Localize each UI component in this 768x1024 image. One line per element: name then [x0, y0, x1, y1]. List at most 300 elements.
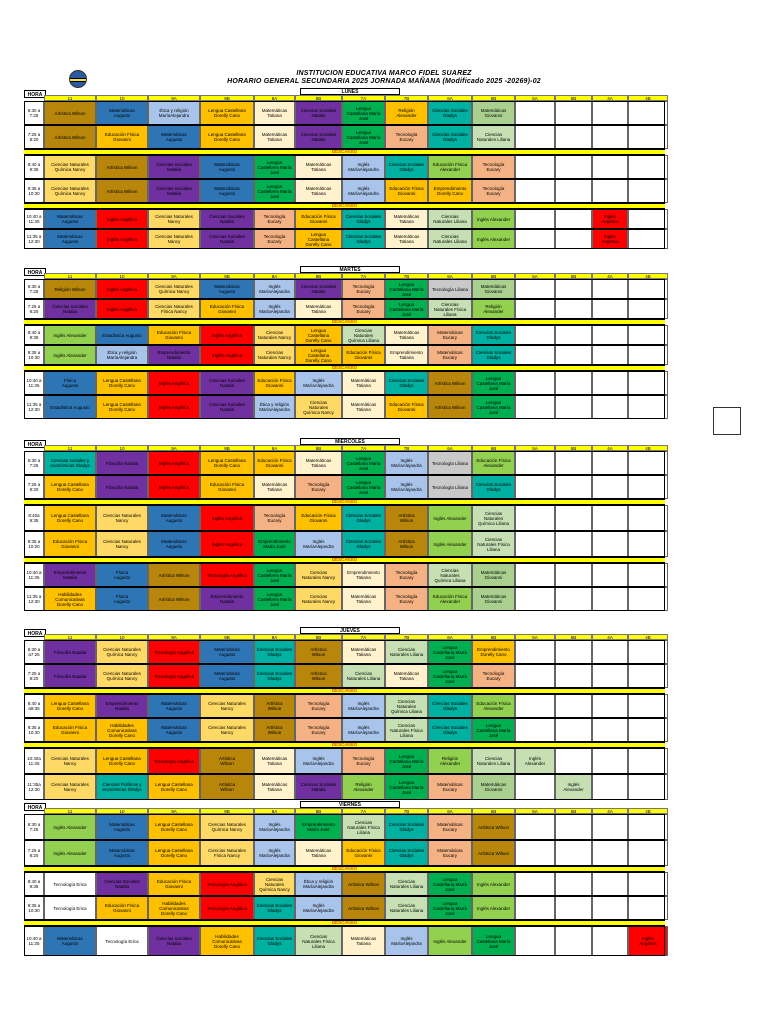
group-header: 7A [342, 273, 385, 279]
class-cell: Matemáticas Giovanni [472, 774, 515, 800]
class-cell: Tecnología Liliana [428, 451, 472, 475]
class-cell [592, 179, 628, 203]
class-cell [628, 209, 668, 229]
group-header: 7B [385, 95, 428, 101]
class-cell [515, 229, 555, 249]
class-cell: Matemáticas Eucary [428, 840, 472, 866]
break-band: DESCANSO [24, 866, 665, 872]
class-cell [555, 475, 592, 499]
group-header: 7A [342, 634, 385, 640]
class-cell: Matemáticas Giovanni [472, 587, 515, 611]
group-header: 5B [555, 808, 592, 814]
class-cell [515, 451, 555, 475]
class-cell [515, 505, 555, 531]
class-cell [555, 814, 592, 840]
group-header: 4A [592, 445, 628, 451]
class-cell: Ciencias Sociales Natalia [148, 179, 200, 203]
class-cell [555, 125, 592, 149]
class-cell: Lengua Castellana María José [385, 279, 428, 299]
day-label: MARTES [300, 266, 400, 273]
class-cell [592, 640, 628, 664]
class-cell: Ética y religión MaríaAlejandra [254, 395, 295, 419]
class-cell: Lengua Castellana María José [428, 640, 472, 664]
class-cell: Ciencias Naturales Liliana [342, 664, 385, 688]
class-cell: Artística Wilson [472, 814, 515, 840]
class-cell: Matemáticas Tatiana [385, 209, 428, 229]
class-cell: Lengua Castellana Dorelly Cano [96, 371, 148, 395]
class-cell: Emprendimiento Dorelly Cano [428, 179, 472, 203]
day-label: VIERNES [300, 801, 400, 808]
class-cell: Inglés MaríaAlejandra [342, 694, 385, 718]
class-cell: Ciencias Sociales Gladys [472, 345, 515, 365]
group-header: 6B [472, 445, 515, 451]
class-cell [628, 694, 668, 718]
class-cell: Educación Física Giovanni [148, 325, 200, 345]
class-cell: Inglés Angélica [96, 279, 148, 299]
class-cell: Religión Alexander [342, 774, 385, 800]
class-cell: Lengua Castellana María José [428, 664, 472, 688]
class-cell: Tecnología Liliana [428, 475, 472, 499]
class-cell [628, 531, 668, 557]
group-header: 10 [96, 95, 148, 101]
class-cell [628, 345, 668, 365]
class-cell: Inglés MaríaAlejandra [295, 371, 342, 395]
group-header: 4B [628, 273, 668, 279]
class-cell: Tecnología Eucary [254, 505, 295, 531]
class-cell: Inglés Alexander [472, 896, 515, 920]
class-cell: Ciencias Naturales Física Liliana [428, 299, 472, 319]
class-cell: Inglés Angélica [96, 209, 148, 229]
class-cell: Matemáticas Tatiana [385, 229, 428, 249]
class-cell: Inglés Alexander [472, 872, 515, 896]
class-cell: Inglés Angélica [148, 475, 200, 499]
class-cell: Matemáticas Giovanni [472, 101, 515, 125]
group-header: 9B [200, 634, 254, 640]
group-header: 9B [200, 445, 254, 451]
class-cell: Inglés Angélica [148, 395, 200, 419]
time-slot: 6:30 a 7:25 [24, 814, 44, 840]
class-cell: Tecnología Eucary [472, 155, 515, 179]
class-cell [628, 179, 668, 203]
class-cell: Habilidades Comunicativas Dorelly Cano [44, 587, 96, 611]
class-cell: Lengua Castellana María José [254, 563, 295, 587]
class-cell: Estadística Augusto [96, 325, 148, 345]
class-cell: Inglés Alexander [44, 325, 96, 345]
break-band: DESCANSO [24, 557, 665, 563]
class-cell: Educación Física Giovanni [342, 840, 385, 866]
class-cell: Habilidades Comunicativas Dorelly Cano [96, 718, 148, 742]
class-cell [555, 395, 592, 419]
group-header: 10 [96, 273, 148, 279]
class-cell [515, 896, 555, 920]
group-header: 9A [148, 445, 200, 451]
class-cell: Ciencias Naturales Química Nancy [44, 155, 96, 179]
class-cell: Ciencias Sociales Gladys [472, 475, 515, 499]
group-header: 8B [295, 95, 342, 101]
class-cell [628, 587, 668, 611]
class-cell: Lengua Castellana Dorelly Cano [200, 451, 254, 475]
class-cell [555, 718, 592, 742]
class-cell: Inglés Alexander [428, 505, 472, 531]
class-cell: Lengua Castellana Dorelly Cano [295, 325, 342, 345]
time-slot: 8:40 a a9:35 [24, 694, 44, 718]
class-cell: Ciencias Naturales Nancy [200, 694, 254, 718]
time-slot: 6:30 a 7:25 [24, 279, 44, 299]
class-cell: Emprendimiento Tatiana [385, 345, 428, 365]
class-cell: Inglés MaríaAlejandra [254, 279, 295, 299]
class-cell: Ciencias Sociales Gladys [342, 229, 385, 249]
class-cell [592, 563, 628, 587]
class-cell: Educación Física Giovanni [254, 451, 295, 475]
class-cell [515, 395, 555, 419]
class-cell [592, 505, 628, 531]
class-cell: Inglés MaríaAlejandra [254, 814, 295, 840]
class-cell: Lengua Castellana Dorelly Cano [148, 814, 200, 840]
class-cell: Tecnología Eucary [342, 748, 385, 774]
group-header: 7A [342, 95, 385, 101]
class-cell: Habilidades Comunicativas Dorelly Cano [200, 926, 254, 956]
class-cell: Matemáticas Tatiana [342, 395, 385, 419]
class-cell [628, 872, 668, 896]
class-cell: Lengua Castellana María José [472, 371, 515, 395]
group-header: 6A [428, 445, 472, 451]
group-header: 6B [472, 273, 515, 279]
class-cell: Educación Física Giovanni [295, 209, 342, 229]
group-header: 10 [96, 445, 148, 451]
class-cell: Tecnología Eucary [342, 299, 385, 319]
class-cell: Artística Wilson [428, 395, 472, 419]
class-cell [628, 640, 668, 664]
class-cell: Física Augusto [44, 371, 96, 395]
class-cell: Ciencias Sociales Natalia [148, 926, 200, 956]
class-cell [592, 814, 628, 840]
class-cell: Matemáticas Giovanni [472, 279, 515, 299]
break-band: DESCANSO [24, 920, 665, 926]
class-cell: Matemáticas Augusto [148, 694, 200, 718]
class-cell [515, 814, 555, 840]
class-cell [555, 299, 592, 319]
time-slot: 6:30 a 7:25 [24, 101, 44, 125]
class-cell: Matemáticas Augusto [148, 125, 200, 149]
class-cell: Ciencias Políticas y económicas Gladys [96, 774, 148, 800]
group-header: 8A [254, 634, 295, 640]
time-slot: 11:35 a 12:30 [24, 587, 44, 611]
group-header: 5A [515, 95, 555, 101]
class-cell [555, 101, 592, 125]
class-cell: Lengua Castellana María José [385, 299, 428, 319]
class-cell [592, 718, 628, 742]
break-band: DESCANSO [24, 319, 665, 325]
class-cell [515, 101, 555, 125]
group-header: 6A [428, 808, 472, 814]
class-cell: Ciencias Sociales Gladys [428, 101, 472, 125]
class-cell: Lengua Castellana María José [428, 872, 472, 896]
class-cell: Inglés MaríaAlejandra [342, 155, 385, 179]
group-header: 11 [44, 273, 96, 279]
class-cell: Artística Wilson [342, 872, 385, 896]
class-cell [555, 345, 592, 365]
group-header: 4B [628, 445, 668, 451]
class-cell: Inglés MaríaAlejandra [342, 718, 385, 742]
class-cell: Artística Wilson [96, 179, 148, 203]
class-cell: Matemáticas Augusto [44, 926, 96, 956]
school-title: INSTITUCION EDUCATIVA MARCO FIDEL SUAREZ [296, 70, 472, 77]
class-cell: Matemáticas Tatiana [254, 101, 295, 125]
class-cell: Tecnología Angélica [200, 872, 254, 896]
class-cell [628, 101, 668, 125]
class-cell [628, 748, 668, 774]
class-cell: Inglés Angélica [200, 325, 254, 345]
class-cell: Inglés MaríaAlejandra [254, 299, 295, 319]
class-cell: Tecnología Angélica [200, 896, 254, 920]
class-cell: Matemáticas Tatiana [385, 325, 428, 345]
class-cell [515, 664, 555, 688]
class-cell: Ciencias Sociales Gladys [385, 840, 428, 866]
class-cell: Matemáticas Tatiana [342, 640, 385, 664]
class-cell [628, 279, 668, 299]
class-cell: Matemáticas Tatiana [254, 748, 295, 774]
class-cell: Inglés MaríaAlejandra [254, 840, 295, 866]
class-cell: Lengua Castellana María José [472, 718, 515, 742]
class-cell: Artística Wilson [472, 840, 515, 866]
class-cell [592, 279, 628, 299]
class-cell [628, 896, 668, 920]
class-cell: Educación Física Giovanni [385, 395, 428, 419]
class-cell: Ética y religión MaríaAlejandra [148, 101, 200, 125]
class-cell: Matemáticas Augusto [200, 179, 254, 203]
time-slot: 7:25 a 8:20 [24, 664, 44, 688]
class-cell [592, 694, 628, 718]
class-cell: Artística Wilson [254, 718, 295, 742]
class-cell: Ciencias Naturales Nancy [44, 774, 96, 800]
class-cell: Educación Física Giovanni [254, 371, 295, 395]
time-slot: 10:40 a 11:35 [24, 371, 44, 395]
class-cell: Ciencias Naturales Química Nancy [254, 872, 295, 896]
class-cell: Artística Wilson [148, 563, 200, 587]
class-cell: Lengua Castellana María José [254, 179, 295, 203]
time-slot: 9:35 a 10:30 [24, 896, 44, 920]
class-cell [555, 371, 592, 395]
class-cell: Ciencias Sociales Natalia [295, 774, 342, 800]
class-cell [555, 926, 592, 956]
class-cell: Artística Wilson [428, 371, 472, 395]
break-band: DESCANSO [24, 742, 665, 748]
group-header: 7B [385, 808, 428, 814]
class-cell: Ciencias Naturales Química Nancy [200, 814, 254, 840]
class-cell [555, 229, 592, 249]
class-cell: Lengua Castellana Dorelly Cano [295, 229, 342, 249]
class-cell: Ciencias Sociales Gladys [472, 325, 515, 345]
class-cell: Ciencias Naturales Nancy [44, 748, 96, 774]
class-cell: Matemáticas Tatiana [254, 475, 295, 499]
class-cell: Lengua Castellana Dorelly Cano [44, 475, 96, 499]
group-header: 4B [628, 634, 668, 640]
class-cell: Física Augusto [96, 563, 148, 587]
class-cell: Ciencias Naturales Química Nancy [148, 279, 200, 299]
class-cell: Ética y religión MaríaAlejandra [295, 872, 342, 896]
class-cell: Tecnología Erica [44, 872, 96, 896]
class-cell [515, 155, 555, 179]
class-cell: Inglés Alexander [472, 209, 515, 229]
class-cell [592, 371, 628, 395]
class-cell: Matemáticas Tatiana [295, 155, 342, 179]
class-cell: Ciencias Naturales Química Liliana [428, 563, 472, 587]
class-cell: Matemáticas Augusto [200, 640, 254, 664]
class-cell [628, 563, 668, 587]
class-cell [592, 664, 628, 688]
class-cell: Ciencias Sociales Gladys [385, 371, 428, 395]
class-cell: Matemáticas Eucary [428, 774, 472, 800]
group-header: 6B [472, 95, 515, 101]
class-cell: Ciencias Naturales Liliana [385, 640, 428, 664]
class-cell: Ciencias Sociales Natalia [200, 209, 254, 229]
group-header: 9A [148, 95, 200, 101]
hora-label: HORA [24, 440, 46, 448]
class-cell: Lengua Castellana María José [342, 475, 385, 499]
class-cell: Ciencias Naturales Química Nancy [295, 395, 342, 419]
class-cell: Ciencias Naturales Nancy [295, 587, 342, 611]
class-cell: Matemáticas Tatiana [342, 371, 385, 395]
class-cell [628, 395, 668, 419]
class-cell: Inglés Alexander [44, 345, 96, 365]
group-header: 9B [200, 273, 254, 279]
class-cell: Emprendimiento Natalia [96, 694, 148, 718]
time-slot: 10:40 a 11:35 [24, 926, 44, 956]
class-cell: Ciencias Naturales Física Liliana [295, 926, 342, 956]
class-cell [628, 840, 668, 866]
time-slot: 8:40 a 9:35 [24, 325, 44, 345]
time-slot: 10:40a 11:35 [24, 748, 44, 774]
group-header: 10 [96, 808, 148, 814]
class-cell: Filosofía Natalia [44, 640, 96, 664]
class-cell [515, 563, 555, 587]
hora-label: HORA [24, 268, 46, 276]
class-cell: Emprendimiento Natalia [200, 587, 254, 611]
class-cell: Inglés Alexander [472, 229, 515, 249]
class-cell: Matemáticas Eucary [428, 325, 472, 345]
class-cell: Lengua Castellana Dorelly Cano [96, 748, 148, 774]
class-cell: Ciencias Naturales Química Nancy [96, 664, 148, 688]
group-header: 7A [342, 445, 385, 451]
class-cell: Ciencias Sociales Gladys [342, 209, 385, 229]
class-cell: Matemáticas Tatiana [385, 664, 428, 688]
class-cell: Ciencias Sociales Natalia [148, 155, 200, 179]
group-header: 6A [428, 95, 472, 101]
class-cell: Artística Wilson [295, 664, 342, 688]
class-cell: Tecnología Liliana [428, 279, 472, 299]
class-cell: Matemáticas Tatiana [254, 125, 295, 149]
class-cell [555, 640, 592, 664]
class-cell: Inglés MaríaAlejandra [342, 179, 385, 203]
break-band: DESCANSO [24, 203, 665, 209]
group-header: 4A [592, 808, 628, 814]
group-header: 6A [428, 634, 472, 640]
class-cell: Ciencias Naturales Nancy [200, 718, 254, 742]
time-slot: 8:40a 9:35 [24, 505, 44, 531]
class-cell: Lengua Castellana Dorelly Cano [200, 125, 254, 149]
group-header: 11 [44, 634, 96, 640]
class-cell: Estadística Augusto [44, 395, 96, 419]
time-slot: 6:30 a a7:25 [24, 640, 44, 664]
class-cell [555, 840, 592, 866]
class-cell: Matemáticas Augusto [44, 209, 96, 229]
class-cell: Emprendimiento Tatiana [342, 563, 385, 587]
class-cell: Ciencias Naturales Liliana [472, 748, 515, 774]
class-cell: Artística Wilson [342, 896, 385, 920]
class-cell: Inglés Alexander [44, 814, 96, 840]
class-cell [628, 229, 668, 249]
class-cell: Matemáticas Augusto [200, 664, 254, 688]
class-cell: Artística Wilson [254, 694, 295, 718]
class-cell [592, 345, 628, 365]
group-header: 8A [254, 808, 295, 814]
time-slot: 7:25 a 8:20 [24, 475, 44, 499]
class-cell: Ciencias Naturales Nancy [148, 209, 200, 229]
time-slot: 7:25 a 8:20 [24, 840, 44, 866]
group-header: 4B [628, 95, 668, 101]
class-cell [555, 748, 592, 774]
class-cell: Tecnología Angélica [148, 640, 200, 664]
class-cell [592, 325, 628, 345]
time-slot: 9:35 a 10:30 [24, 179, 44, 203]
group-header: 7A [342, 808, 385, 814]
group-header: 8B [295, 808, 342, 814]
class-cell [555, 179, 592, 203]
time-slot: 7:25 a 8:20 [24, 299, 44, 319]
class-cell: Educación Física Giovanni [295, 505, 342, 531]
class-cell: Ciencias Sociales Natalia [295, 125, 342, 149]
class-cell: Inglés Alexander [428, 926, 472, 956]
class-cell: Artística Wilson [385, 531, 428, 557]
class-cell: Emprendimiento Dorelly Cano [472, 640, 515, 664]
class-cell: Matemáticas Augusto [148, 531, 200, 557]
class-cell: Matemáticas Augusto [96, 840, 148, 866]
class-cell: Inglés Angélica [96, 229, 148, 249]
group-header: 11 [44, 95, 96, 101]
class-cell [592, 155, 628, 179]
class-cell [592, 840, 628, 866]
class-cell [592, 299, 628, 319]
class-cell: Matemáticas Augusto [96, 814, 148, 840]
group-header: 11 [44, 808, 96, 814]
break-band: DESCANSO [24, 149, 665, 155]
class-cell [515, 279, 555, 299]
time-slot: 10:40 a 11:35 [24, 209, 44, 229]
hora-label: HORA [24, 90, 46, 98]
class-cell: Ciencias Sociales Gladys [254, 896, 295, 920]
class-cell: Ciencias Naturales Nancy [96, 505, 148, 531]
class-cell [515, 926, 555, 956]
time-slot: 7:25 a 8:20 [24, 125, 44, 149]
class-cell: Filosofía Natalia [96, 475, 148, 499]
class-cell [515, 694, 555, 718]
class-cell: Matemáticas Tatiana [254, 774, 295, 800]
class-cell: Matemáticas Tatiana [295, 299, 342, 319]
class-cell: Ciencias Sociales Gladys [428, 694, 472, 718]
class-cell: Matemáticas Augusto [200, 279, 254, 299]
class-cell: Artística Wilson [148, 587, 200, 611]
break-band: DESCANSO [24, 499, 665, 505]
class-cell: Lengua Castellana María José [254, 587, 295, 611]
group-header: 5B [555, 273, 592, 279]
class-cell: Educación Física Giovanni [44, 531, 96, 557]
group-header: 9B [200, 808, 254, 814]
class-cell: Inglés Alexander [44, 840, 96, 866]
class-cell [555, 505, 592, 531]
class-cell [592, 926, 628, 956]
class-cell [592, 587, 628, 611]
class-cell [515, 475, 555, 499]
